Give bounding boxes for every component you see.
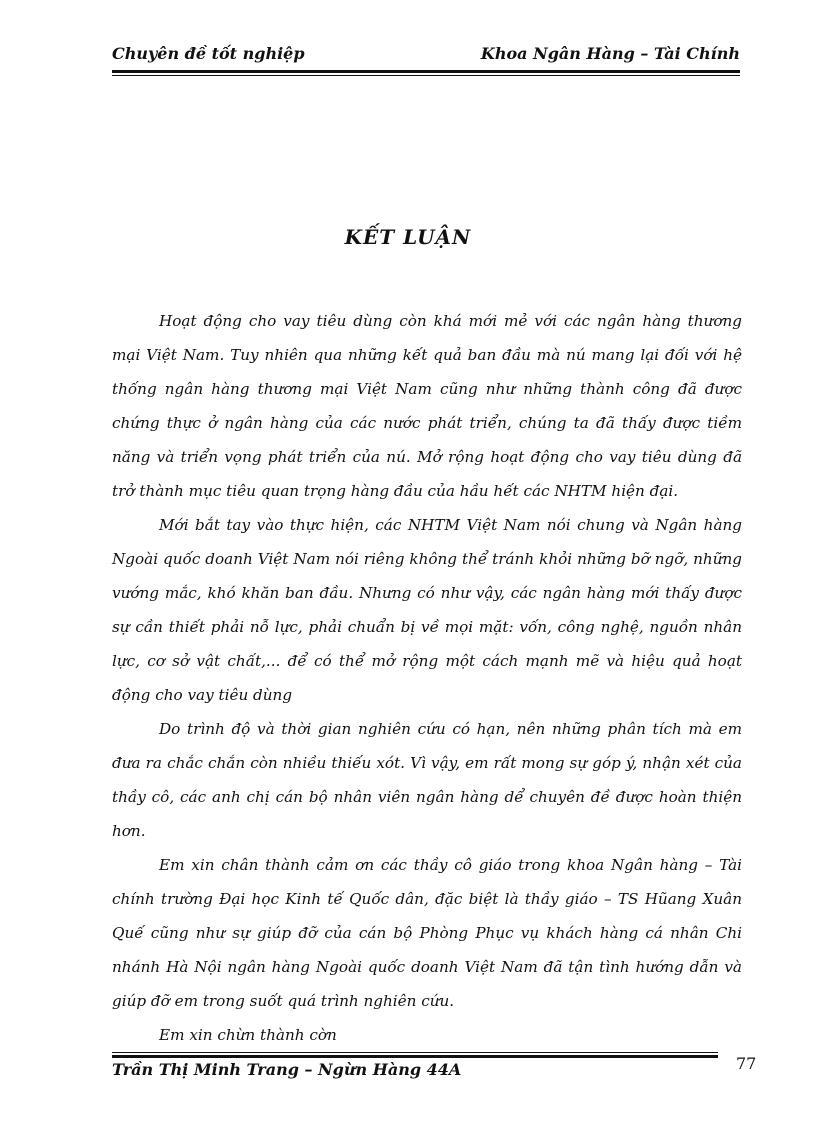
header-rule-thick (112, 70, 740, 73)
page-title: KẾT LUẬN (344, 225, 472, 249)
footer-rule-thin (112, 1052, 718, 1053)
footer-rule-thick (112, 1055, 718, 1058)
body-text (112, 304, 742, 1052)
header-right-text: Khoa Ngân Hàng – Tài Chính (480, 44, 740, 63)
page-number: 77 (736, 1054, 757, 1073)
footer-author: Trần Thị Minh Trang – Ngừn Hàng 44A (112, 1060, 462, 1079)
paragraph: Em xin chừn thành cờn (159, 1026, 337, 1044)
paragraph: Do trình độ và thời gian nghiên cứu có hạn, nên những phân tích mà em đưa ra chắc chắn còn nhiều thiếu xót. Vì vậy, em rất mong sự góp ý, nhận xét của thầy cô, các anh chị cán bộ nhân viên ngân hàng dể chuyên đề được hoàn thiện hơn. (112, 720, 742, 840)
header-rule-thin (112, 75, 740, 76)
paragraph: Em xin chân thành cảm ơn các thầy cô giáo trong khoa Ngân hàng – Tài chính trường Đại học Kinh tế Quốc dân, đặc biệt là thầy giáo – TS Hũang Xuân Quế cũng như sự giúp đỡ của cán bộ Phòng Phục vụ khách hàng cá nhân Chi nhánh Hà Nội ngân hàng Ngoài quốc doanh Việt Nam đã tận tình hướng dẫn và giúp đỡ em trong suốt quá trình nghiên cứu. (112, 856, 742, 1010)
paragraph: Hoạt động cho vay tiêu dùng còn khá mới mẻ với các ngân hàng thương mại Việt Nam. Tuy nhiên qua những kết quả ban đầu mà nú mang lại đối với hệ thống ngân hàng thương mại Việt Nam cũng như những thành công đã được chứng thực ở ngân hàng của các nước phát triển, chúng ta đã thấy được tiềm năng và triển vọng phát triển của nú. Mở rộng hoạt động cho vay tiêu dùng đã trở thành mục tiêu quan trọng hàng đầu của hầu hết các NHTM hiện đại. (112, 312, 742, 500)
header-left-text: Chuyên đề tốt nghiệp (112, 44, 305, 63)
page-header (112, 44, 740, 70)
paragraph: Mới bắt tay vào thực hiện, các NHTM Việt Nam nói chung và Ngân hàng Ngoài quốc doanh Việt Nam nói riêng không thể tránh khỏi những bỡ ngỡ, những vướng mắc, khó khăn ban đầu. Nhưng có như vậy, các ngân hàng mới thấy được sự cần thiết phải nỗ lực, phải chuẩn bị về mọi mặt: vốn, công nghệ, nguồn nhân lực, cơ sở vật chất,... để có thể mở rộng một cách mạnh mẽ và hiệu quả hoạt động cho vay tiêu dùng (112, 516, 742, 704)
